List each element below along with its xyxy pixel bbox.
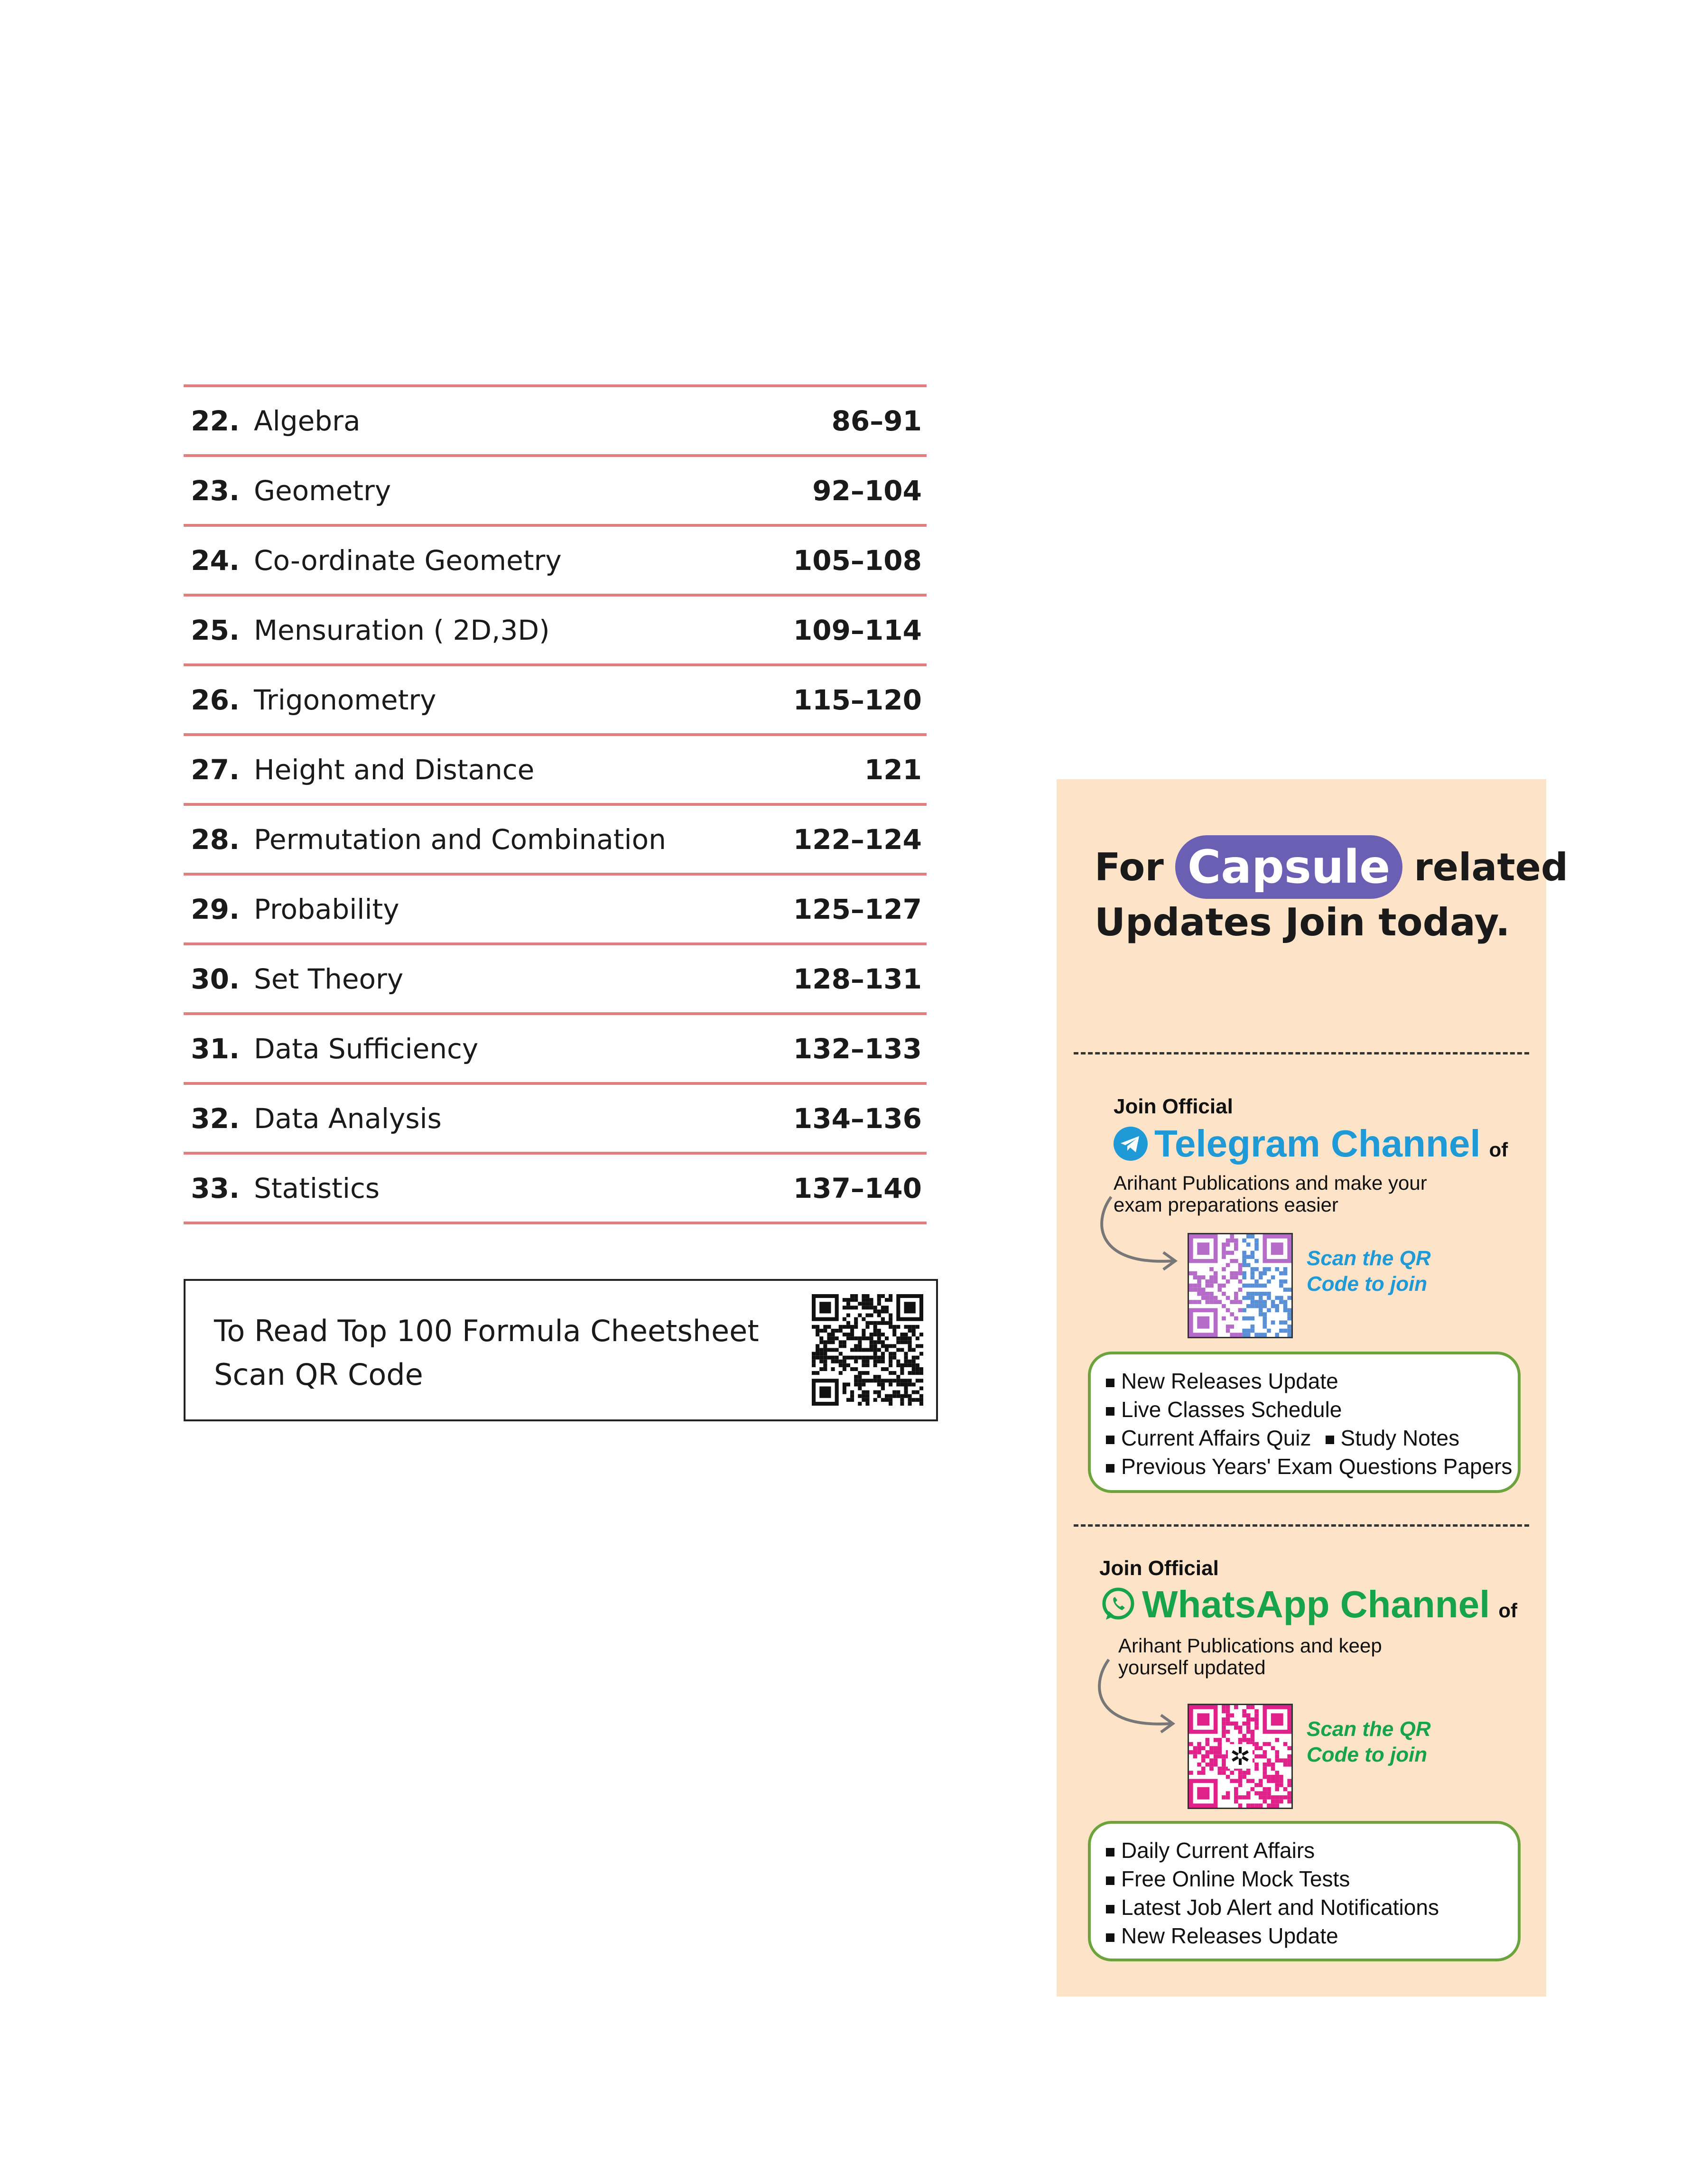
toc-chapter-number: 24. xyxy=(191,544,240,577)
feature-text: Free Online Mock Tests xyxy=(1121,1866,1350,1891)
list-item xyxy=(1106,1367,1518,1395)
list-item xyxy=(1106,1865,1518,1893)
telegram-desc-line-1: Arihant Publications and make your xyxy=(1114,1172,1427,1194)
toc-chapter-title: Trigonometry xyxy=(254,683,436,716)
toc-chapter-number: 23. xyxy=(191,474,240,507)
toc-chapter-title: Set Theory xyxy=(254,962,404,995)
toc-chapter-title: Height and Distance xyxy=(254,753,535,786)
whatsapp-icon xyxy=(1100,1586,1136,1623)
telegram-qr-code[interactable] xyxy=(1188,1233,1293,1338)
toc-chapter-number: 33. xyxy=(191,1172,240,1204)
toc-chapter-number: 25. xyxy=(191,614,240,646)
svg-text:✲: ✲ xyxy=(1230,1743,1251,1771)
toc-page-range: 128–131 xyxy=(793,962,922,995)
toc-page-range: 86–91 xyxy=(831,404,922,437)
formula-cheatsheet-text xyxy=(214,1309,759,1397)
toc-chapter-number: 28. xyxy=(191,823,240,856)
formula-line-2: Scan QR Code xyxy=(214,1357,423,1392)
toc-row[interactable] xyxy=(184,945,927,1015)
toc-page-range: 105–108 xyxy=(793,544,922,577)
toc-chapter-number: 22. xyxy=(191,404,240,437)
toc-chapter-title: Permutation and Combination xyxy=(254,823,666,856)
whatsapp-channel-title[interactable] xyxy=(1100,1583,1517,1626)
telegram-join-label: Join Official xyxy=(1114,1095,1233,1118)
telegram-scan-line-2: Code to join xyxy=(1307,1272,1428,1296)
whatsapp-scan-text xyxy=(1307,1717,1431,1768)
toc-row[interactable] xyxy=(184,666,927,736)
telegram-title-text: Telegram Channel xyxy=(1154,1122,1481,1165)
curved-arrow-icon xyxy=(1090,1657,1185,1752)
toc-chapter-title: Co-ordinate Geometry xyxy=(254,544,562,577)
toc-page-range: 134–136 xyxy=(793,1102,922,1135)
toc-chapter-number: 27. xyxy=(191,753,240,786)
promo-suffix: related xyxy=(1414,845,1569,889)
whatsapp-scan-line-1: Scan the QR xyxy=(1307,1717,1431,1741)
toc-row[interactable] xyxy=(184,527,927,597)
feature-text: Live Classes Schedule xyxy=(1121,1397,1342,1422)
toc-row[interactable] xyxy=(184,876,927,945)
list-item xyxy=(1106,1836,1518,1865)
telegram-scan-text xyxy=(1307,1246,1431,1297)
formula-cheatsheet-box xyxy=(184,1279,938,1421)
whatsapp-desc-line-2: yourself updated xyxy=(1118,1656,1266,1679)
whatsapp-join-label: Join Official xyxy=(1099,1557,1219,1580)
list-item xyxy=(1106,1893,1518,1922)
toc-row[interactable] xyxy=(184,1085,927,1155)
toc-page-range: 137–140 xyxy=(793,1172,922,1204)
feature-text: Previous Years' Exam Questions Papers xyxy=(1121,1454,1513,1479)
whatsapp-of: of xyxy=(1498,1599,1517,1622)
toc-row[interactable] xyxy=(184,387,927,457)
list-item xyxy=(1106,1424,1518,1452)
list-item xyxy=(1106,1452,1518,1481)
toc-row[interactable] xyxy=(184,806,927,876)
toc-chapter-number: 26. xyxy=(191,683,240,716)
feature-text: Daily Current Affairs xyxy=(1121,1838,1315,1863)
toc-row[interactable] xyxy=(184,597,927,666)
channel-promo-panel xyxy=(1057,779,1569,1996)
toc-chapter-number: 29. xyxy=(191,893,240,925)
formula-line-1: To Read Top 100 Formula Cheetsheet xyxy=(214,1314,759,1348)
toc-chapter-number: 30. xyxy=(191,962,240,995)
whatsapp-scan-line-2: Code to join xyxy=(1307,1743,1428,1766)
feature-text: Current Affairs Quiz xyxy=(1121,1426,1311,1450)
feature-text: New Releases Update xyxy=(1121,1369,1338,1393)
toc-page-range: 125–127 xyxy=(793,893,922,925)
toc-chapter-number: 32. xyxy=(191,1102,240,1135)
capsule-brand-badge: Capsule xyxy=(1175,835,1402,899)
whatsapp-features-box xyxy=(1088,1821,1521,1961)
toc-chapter-title: Geometry xyxy=(254,474,391,507)
telegram-channel-title[interactable] xyxy=(1113,1122,1508,1166)
formula-qr-code[interactable] xyxy=(812,1294,923,1406)
toc-chapter-title: Statistics xyxy=(254,1172,380,1204)
toc-chapter-title: Data Sufficiency xyxy=(254,1032,479,1065)
toc-page-range: 122–124 xyxy=(793,823,922,856)
promo-heading xyxy=(1095,831,1568,944)
feature-text: New Releases Update xyxy=(1121,1923,1338,1948)
whatsapp-title-text: WhatsApp Channel xyxy=(1142,1583,1490,1625)
promo-line-2: Updates Join today. xyxy=(1095,900,1510,944)
toc-page-range: 121 xyxy=(864,753,922,786)
feature-text: Study Notes xyxy=(1340,1426,1460,1450)
toc-chapter-title: Probability xyxy=(254,893,399,925)
telegram-of: of xyxy=(1489,1138,1508,1161)
toc-row[interactable] xyxy=(184,1155,927,1224)
toc-chapter-title: Data Analysis xyxy=(254,1102,442,1135)
curved-arrow-icon xyxy=(1092,1194,1187,1289)
dashed-divider xyxy=(1074,1052,1529,1054)
telegram-desc-line-2: exam preparations easier xyxy=(1114,1194,1338,1216)
telegram-scan-line-1: Scan the QR xyxy=(1307,1247,1431,1270)
toc-chapter-title: Algebra xyxy=(254,404,361,437)
list-item xyxy=(1106,1395,1518,1424)
whatsapp-desc-line-1: Arihant Publications and keep xyxy=(1118,1634,1382,1657)
toc-page-range: 92–104 xyxy=(812,474,922,507)
toc-row[interactable] xyxy=(184,1015,927,1085)
dashed-divider xyxy=(1074,1524,1529,1527)
whatsapp-qr-code[interactable] xyxy=(1188,1704,1293,1809)
toc-chapter-title: Mensuration ( 2D,3D) xyxy=(254,614,550,646)
feature-text: Latest Job Alert and Notifications xyxy=(1121,1895,1439,1920)
toc-page-range: 132–133 xyxy=(793,1032,922,1065)
toc-chapter-number: 31. xyxy=(191,1032,240,1065)
toc-page-range: 115–120 xyxy=(793,683,922,716)
toc-page-range: 109–114 xyxy=(793,614,922,646)
table-of-contents xyxy=(184,384,927,1224)
toc-row[interactable] xyxy=(184,736,927,806)
toc-row[interactable] xyxy=(184,457,927,527)
telegram-icon xyxy=(1113,1126,1149,1162)
promo-prefix: For xyxy=(1095,845,1164,889)
telegram-features-box xyxy=(1088,1352,1521,1493)
list-item xyxy=(1106,1922,1518,1950)
